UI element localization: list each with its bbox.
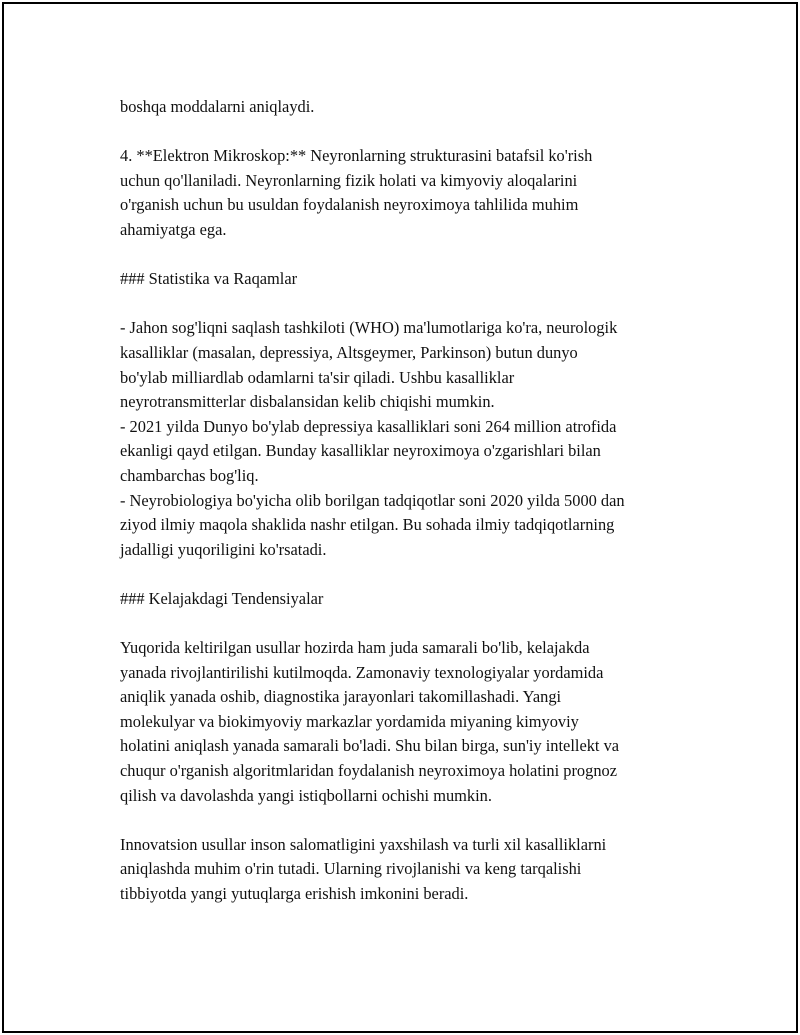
paragraph-gap <box>120 292 710 317</box>
text-line: ziyod ilmiy maqola shaklida nashr etilgan. Bu sohada ilmiy tadqiqotlarning <box>120 515 615 535</box>
paragraph-gap <box>120 562 710 587</box>
text-line: aniqlik yanada oshib, diagnostika jarayonlari takomillashadi. Yangi <box>120 687 562 707</box>
paragraph-statistics <box>120 316 710 562</box>
document-page <box>2 2 798 1033</box>
text-line: holatini aniqlash yanada samarali bo'ladi. Shu bilan birga, sun'iy intellekt va <box>120 736 620 756</box>
paragraph-conclusion <box>120 833 710 907</box>
text-line: - 2021 yilda Dunyo bo'ylab depressiya kasalliklari soni 264 million atrofida <box>120 416 617 436</box>
paragraph-future-trends <box>120 636 710 808</box>
paragraph-gap <box>120 611 710 636</box>
heading-text: ### Statistika va Raqamlar <box>120 269 298 289</box>
text-line: tibbiyotda yangi yutuqlarga erishish imkonini beradi. <box>120 884 469 903</box>
text-line: molekulyar va biokimyoviy markazlar yordamida miyaning kimyoviy <box>120 711 579 731</box>
text-line: - Jahon sog'liqni saqlash tashkiloti (WHO) ma'lumotlariga ko'ra, neurologik <box>120 318 618 338</box>
text-line: aniqlashda muhim o'rin tutadi. Ularning rivojlanishi va keng tarqalishi <box>120 859 582 879</box>
text-line: yanada rivojlantirilishi kutilmoqda. Zamonaviy texnologiyalar yordamida <box>120 662 604 682</box>
text-line: bo'ylab milliardlab odamlarni ta'sir qiladi. Ushbu kasalliklar <box>120 367 515 387</box>
text-line: uchun qo'llaniladi. Neyronlarning fizik holati va kimyoviy aloqalarini <box>120 170 578 190</box>
paragraph-gap <box>120 808 710 833</box>
heading-text: ### Kelajakdagi Tendensiyalar <box>120 588 324 608</box>
paragraph-continuation <box>120 95 710 120</box>
text-line: o'rganish uchun bu usuldan foydalanish neyroximoya tahlilida muhim <box>120 195 579 215</box>
text-line: Innovatsion usullar inson salomatligini yaxshilash va turli xil kasalliklarni <box>120 834 607 854</box>
text-line: chuqur o'rganish algoritmlaridan foydalanish neyroximoya holatini prognoz <box>120 761 617 781</box>
text-line: neyrotransmitterlar disbalansidan kelib chiqishi mumkin. <box>120 392 495 412</box>
paragraph-gap <box>120 120 710 145</box>
heading-statistics <box>120 267 710 292</box>
text-line: boshqa moddalarni aniqlaydi. <box>120 97 315 116</box>
document-content <box>120 95 710 907</box>
text-line: jadalligi yuqoriligini ko'rsatadi. <box>120 539 327 559</box>
text-line: - Neyrobiologiya bo'yicha olib borilgan tadqiqotlar soni 2020 yilda 5000 dan <box>120 490 625 510</box>
heading-future-trends <box>120 587 710 612</box>
paragraph-electron-microscope <box>120 144 710 242</box>
text-line: ekanligi qayd etilgan. Bunday kasalliklar neyroximoya o'zgarishlari bilan <box>120 441 601 461</box>
text-line: kasalliklar (masalan, depressiya, Altsgeymer, Parkinson) butun dunyo <box>120 342 578 362</box>
text-line: qilish va davolashda yangi istiqbollarni ochishi mumkin. <box>120 785 492 805</box>
text-line: 4. **Elektron Mikroskop:** Neyronlarning strukturasini batafsil ko'rish <box>120 146 593 166</box>
text-line: ahamiyatga ega. <box>120 219 227 239</box>
paragraph-gap <box>120 243 710 268</box>
text-line: Yuqorida keltirilgan usullar hozirda ham juda samarali bo'lib, kelajakda <box>120 638 590 658</box>
text-line: chambarchas bog'liq. <box>120 465 259 485</box>
